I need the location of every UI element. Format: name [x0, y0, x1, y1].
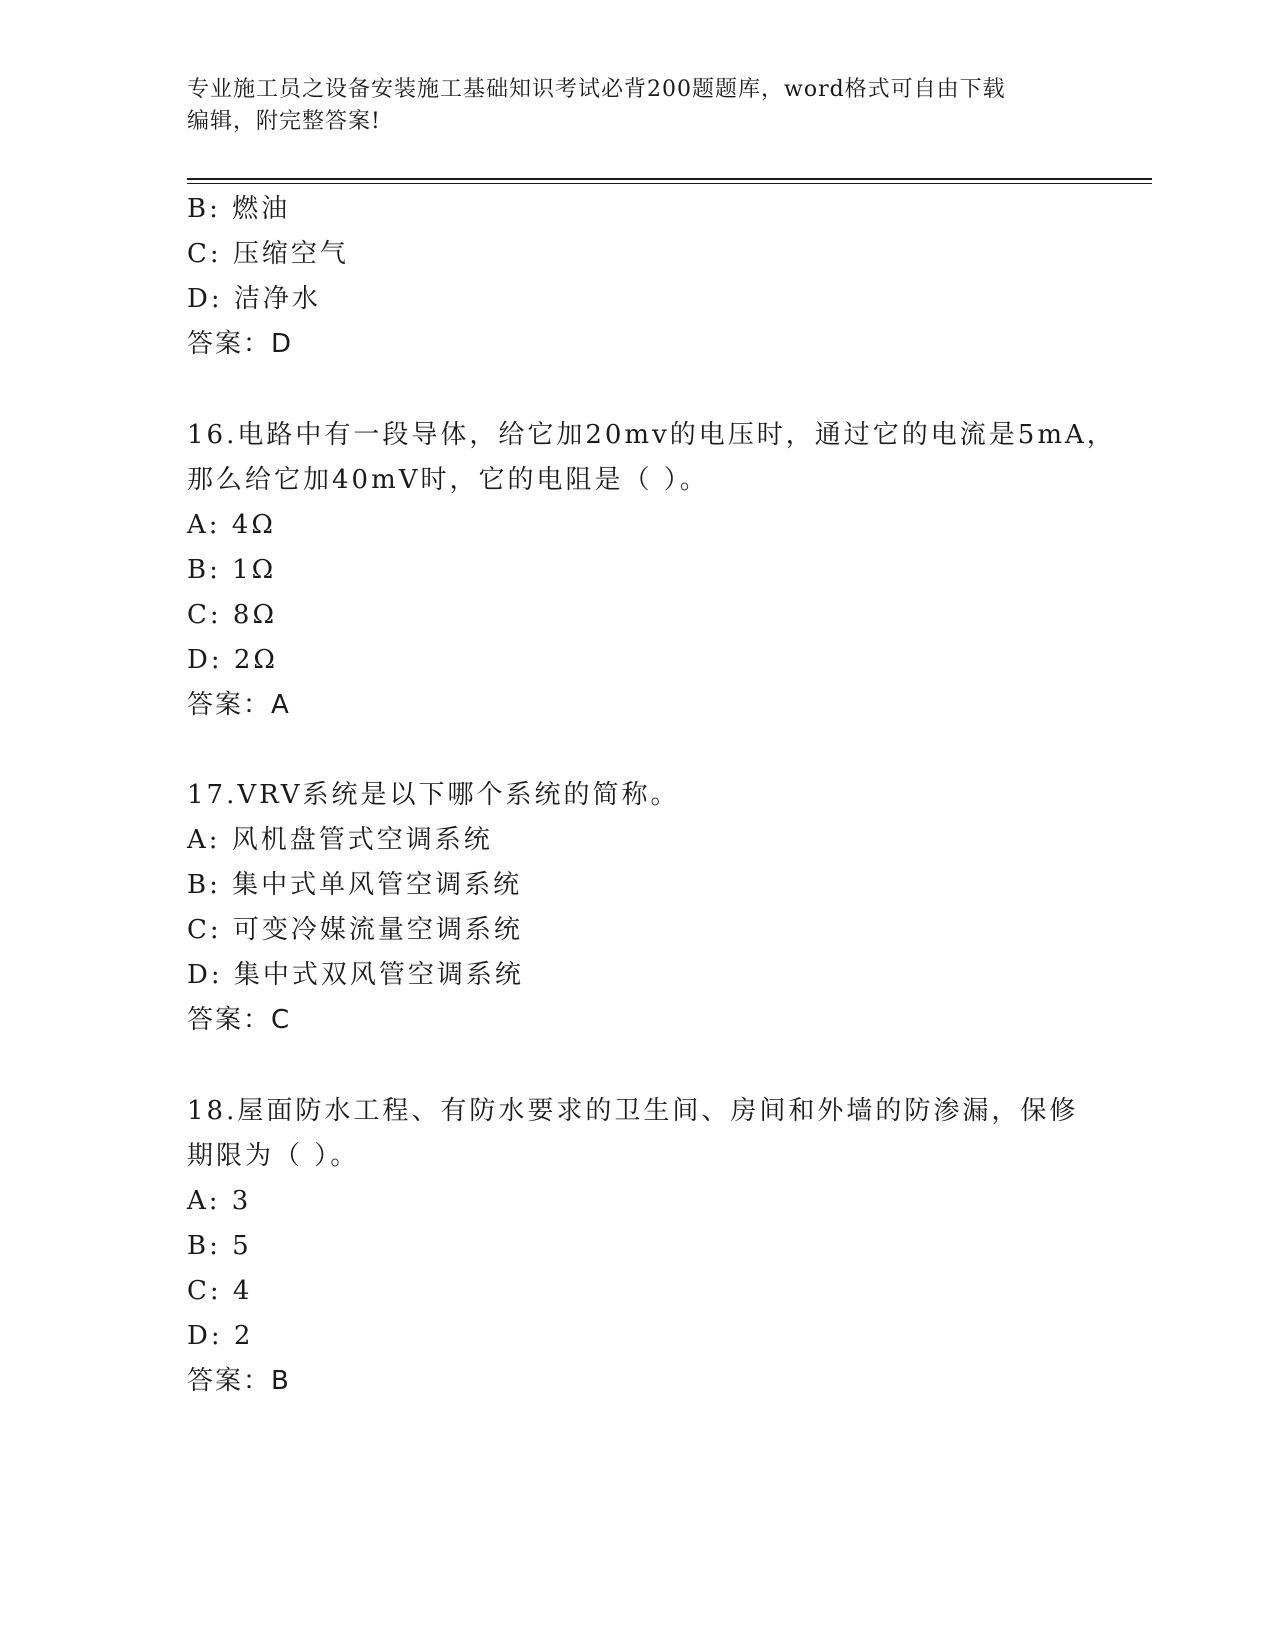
q17-option-b: B: 集中式单风管空调系统	[187, 870, 523, 900]
q18-option-c: C: 4	[187, 1276, 253, 1306]
q15-option-b: B: 燃油	[187, 194, 291, 224]
header-line-2: 编辑，附完整答案!	[187, 109, 381, 134]
q17-option-d: D: 集中式双风管空调系统	[187, 960, 524, 990]
q17-option-c: C: 可变冷媒流量空调系统	[187, 915, 523, 945]
q15-option-d: D: 洁净水	[187, 284, 321, 314]
q18-option-b: B: 5	[187, 1231, 252, 1261]
q16-stem-line-2: 那么给它加40mV时，它的电阻是（ ）。	[187, 465, 709, 495]
q17-answer: 答案：C	[187, 1005, 292, 1035]
q15-option-c: C: 压缩空气	[187, 239, 349, 269]
q18-option-d: D: 2	[187, 1321, 254, 1351]
document-header	[187, 74, 1087, 138]
q16-option-b: B: 1Ω	[187, 555, 277, 585]
header-line-1: 专业施工员之设备安装施工基础知识考试必背200题题库，word格式可自由下载	[187, 77, 1006, 102]
q18-stem-line-2: 期限为（ ）。	[187, 1141, 360, 1171]
header-divider-thick	[187, 178, 1152, 180]
q17-stem: 17.VRV系统是以下哪个系统的简称。	[187, 780, 680, 810]
q15-answer: 答案：D	[187, 329, 294, 359]
q18-option-a: A: 3	[187, 1186, 252, 1216]
q16-option-c: C: 8Ω	[187, 600, 278, 630]
q16-answer: 答案：A	[187, 690, 291, 720]
header-divider-thin	[187, 183, 1152, 184]
q16-option-a: A: 4Ω	[187, 510, 276, 540]
q18-answer: 答案：B	[187, 1366, 291, 1396]
q16-option-d: D: 2Ω	[187, 645, 278, 675]
q16-stem-line-1: 16.电路中有一段导体，给它加20mv的电压时，通过它的电流是5mA，	[187, 420, 1116, 450]
q18-stem-line-1: 18.屋面防水工程、有防水要求的卫生间、房间和外墙的防渗漏，保修	[187, 1096, 1079, 1126]
q17-option-a: A: 风机盘管式空调系统	[187, 825, 493, 855]
